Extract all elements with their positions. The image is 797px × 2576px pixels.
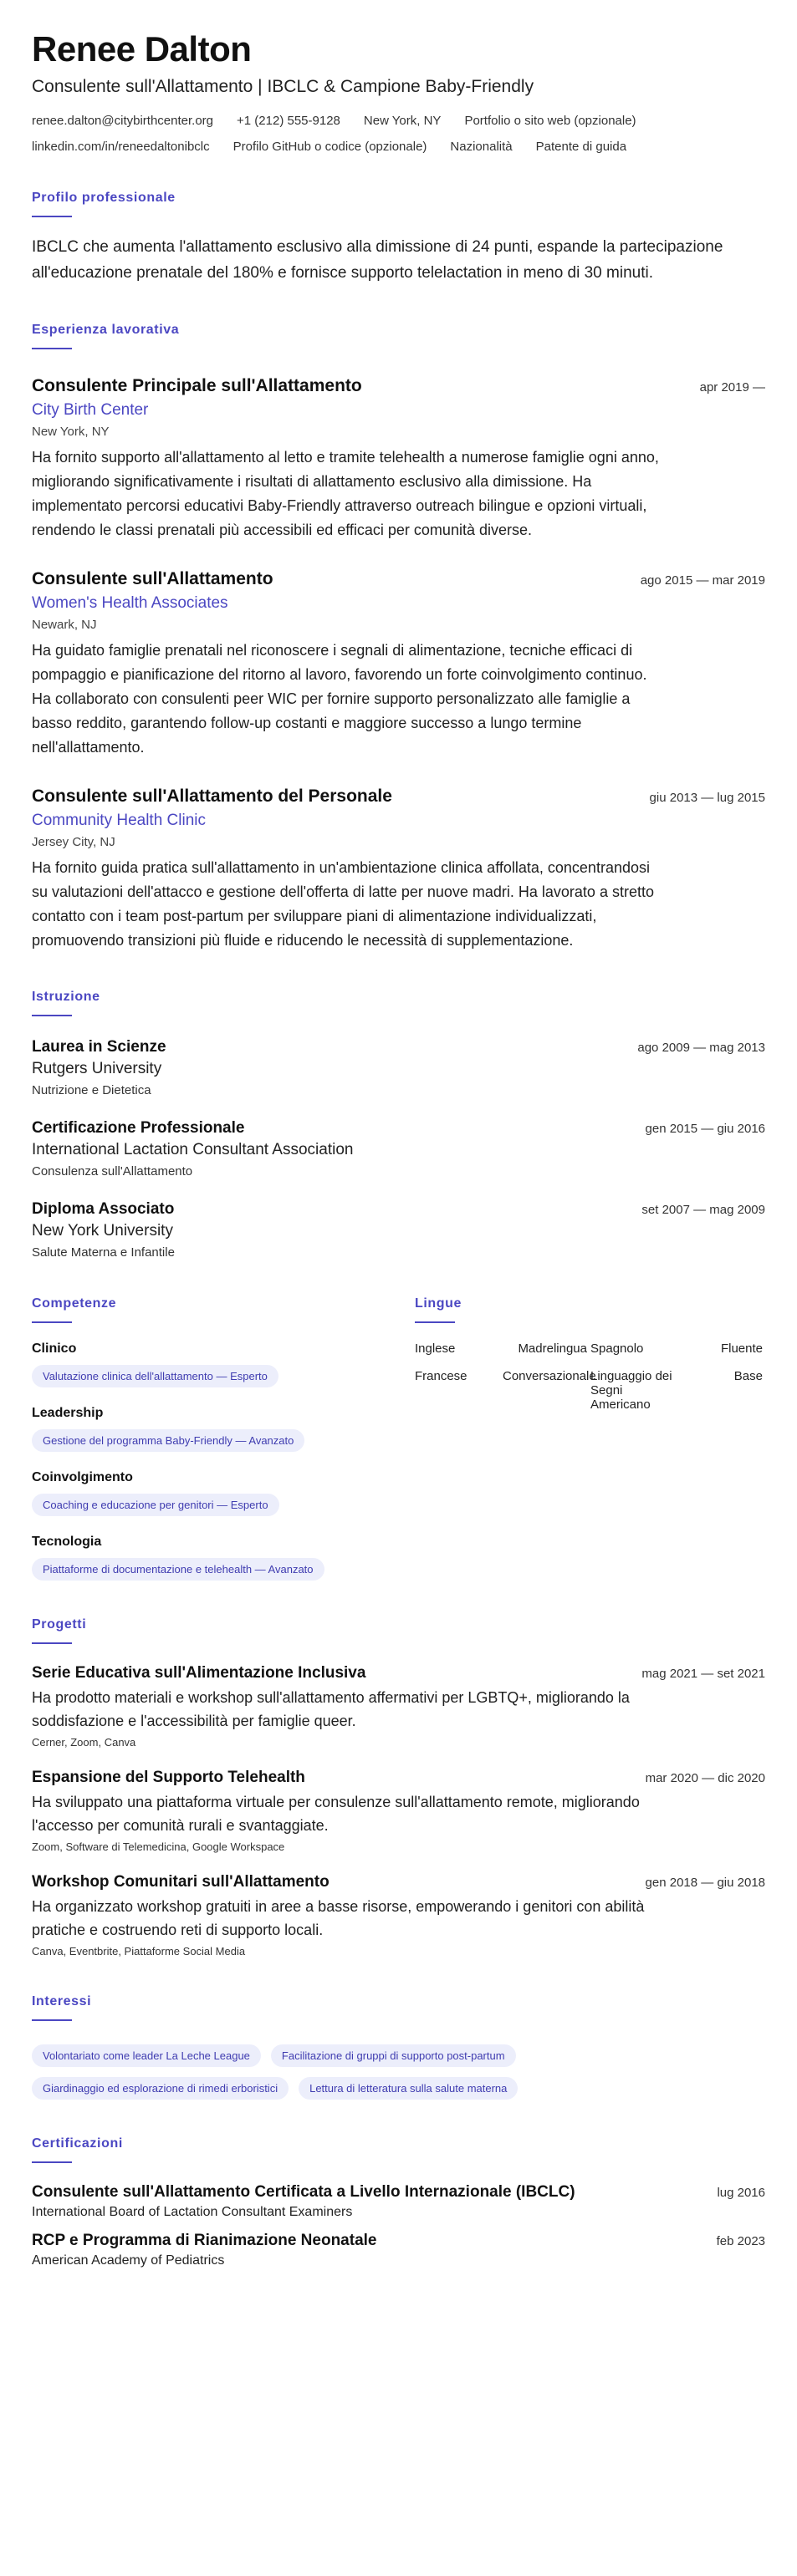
certification-date: lug 2016 [717, 2186, 765, 2201]
section-divider [32, 1642, 72, 1644]
job-dates: giu 2013 — lug 2015 [649, 791, 765, 806]
project-title: Workshop Comunitari sull'Allattamento [32, 1873, 330, 1891]
section-title: Esperienza lavorativa [32, 323, 180, 338]
skill-group-name: Leadership [32, 1406, 104, 1421]
languages-section [415, 1296, 765, 1581]
contact-nationality: Nazionalità [450, 140, 513, 155]
job-location: Newark, NJ [32, 618, 97, 633]
section-divider [32, 1321, 72, 1323]
certification-entry [32, 2183, 765, 2220]
job-description: Ha guidato famiglie prenatali nel riconoscere i segnali di alimentazione, tecniche efficaci di pompaggio e pianificazione del ritorno al lavoro, favorendo un forte coinvolgimento continuo. Ha collaborato con consulenti peer WIC per fornire supporto personalizzato alle famiglie a basso reddito, garantendo follow-up costanti e maggiore successo a lungo termine nell'allattamento. [32, 642, 647, 756]
contact-email[interactable]: renee.dalton@citybirthcenter.org [32, 114, 214, 129]
certification-title: Consulente sull'Allattamento Certificata a Livello Internazionale (IBCLC) [32, 2183, 575, 2202]
education-entry [32, 1119, 765, 1179]
education-field: Salute Materna e Infantile [32, 1245, 175, 1260]
interest-tag: Volontariato come leader La Leche League [32, 2044, 261, 2067]
project-description: Ha prodotto materiali e workshop sull'allattamento affermativi per LGBTQ+, migliorando la soddisfazione e l'accessibilità per famiglie queer. [32, 1689, 630, 1730]
skill-group-name: Coinvolgimento [32, 1470, 133, 1485]
contact-location: New York, NY [363, 114, 442, 129]
section-divider [32, 2019, 72, 2021]
skill-group [32, 1406, 415, 1452]
languages-list [415, 1341, 765, 1412]
contact-list [32, 114, 765, 154]
job-title: Consulente sull'Allattamento [32, 569, 273, 589]
contact-linkedin[interactable]: linkedin.com/in/reneedaltonibclc [32, 140, 210, 155]
interests-section [32, 1994, 765, 2100]
education-entry [32, 1038, 765, 1097]
certification-org: American Academy of Pediatrics [32, 2253, 225, 2268]
education-degree: Laurea in Scienze [32, 1038, 166, 1056]
project-tech: Zoom, Software di Telemedicina, Google Workspace [32, 1840, 285, 1854]
skill-tag: Gestione del programma Baby-Friendly — Avanzato [32, 1429, 304, 1452]
education-entry [32, 1200, 765, 1260]
project-dates: mag 2021 — set 2021 [641, 1667, 765, 1682]
education-dates: set 2007 — mag 2009 [641, 1203, 765, 1218]
interest-tag: Lettura di letteratura sulla salute materna [299, 2077, 518, 2100]
education-institution: New York University [32, 1222, 173, 1240]
skills-section [32, 1296, 415, 1581]
skill-group-name: Tecnologia [32, 1535, 102, 1550]
job-location: New York, NY [32, 425, 110, 440]
education-institution: Rutgers University [32, 1060, 162, 1078]
language-level: Fluente [720, 1341, 763, 1357]
section-title: Progetti [32, 1617, 87, 1632]
job-dates: apr 2019 — [699, 380, 765, 395]
project-title: Espansione del Supporto Telehealth [32, 1769, 305, 1787]
candidate-headline: Consulente sull'Allattamento | IBCLC & Campione Baby-Friendly [32, 77, 534, 97]
contact-phone[interactable]: +1 (212) 555-9128 [237, 114, 340, 129]
profile-summary: IBCLC che aumenta l'allattamento esclusivo alla dimissione di 24 punti, espande la partecipazione all'educazione prenatale del 180% e fornisce supporto telelactation in meno di 30 minuti. [32, 238, 723, 283]
education-degree: Diploma Associato [32, 1200, 175, 1219]
certifications-section [32, 2136, 765, 2268]
skill-group-name: Clinico [32, 1341, 77, 1357]
section-divider [415, 1321, 455, 1323]
skill-group [32, 1470, 415, 1516]
experience-section [32, 323, 765, 953]
language-level: Conversazionale [503, 1369, 596, 1384]
section-title: Profilo professionale [32, 191, 176, 206]
candidate-name: Renee Dalton [32, 29, 252, 69]
section-divider [32, 1015, 72, 1016]
education-section [32, 990, 765, 1260]
project-title: Serie Educativa sull'Alimentazione Inclusiva [32, 1664, 366, 1683]
project-description: Ha organizzato workshop gratuiti in aree a basse risorse, empowerando i genitori con abilità pratiche e costruendo reti di supporto locali. [32, 1898, 645, 1939]
project-tech: Cerner, Zoom, Canva [32, 1736, 136, 1749]
language-level: Base [733, 1369, 763, 1384]
job-description: Ha fornito guida pratica sull'allattamento in un'ambientazione clinica affollata, concentrandosi su valutazioni dell'attacco e gestione dell'offerta di latte per nuove madri. Ha lavorato a stretto contatto con i team post-partum per sviluppare piani di alimentazione individualizzati, promuovendo transizioni più fluide e riducendo le necessità di supplementazione. [32, 859, 654, 949]
contact-github[interactable]: Profilo GitHub o codice (opzionale) [232, 140, 427, 155]
project-description: Ha sviluppato una piattaforma virtuale per consulenze sull'allattamento remote, migliorando l'accesso per comunità rurali e svantaggiate. [32, 1794, 640, 1835]
interest-tag: Facilitazione di gruppi di supporto post-partum [271, 2044, 516, 2067]
skill-tag: Valutazione clinica dell'allattamento — Esperto [32, 1365, 278, 1387]
projects-section [32, 1617, 765, 1957]
contact-driving-license: Patente di guida [535, 140, 627, 155]
interests-list [32, 2036, 634, 2100]
section-title: Certificazioni [32, 2136, 123, 2151]
certification-org: International Board of Lactation Consultant Examiners [32, 2205, 353, 2220]
education-dates: gen 2015 — giu 2016 [645, 1122, 765, 1137]
job-entry [32, 787, 765, 953]
project-entry [32, 1873, 765, 1957]
education-institution: International Lactation Consultant Association [32, 1141, 354, 1159]
education-degree: Certificazione Professionale [32, 1119, 245, 1138]
skill-tag: Piattaforme di documentazione e telehealth — Avanzato [32, 1558, 324, 1581]
skill-group [32, 1341, 415, 1387]
job-entry [32, 376, 765, 542]
section-divider [32, 2161, 72, 2163]
interest-tag: Giardinaggio ed esplorazione di rimedi erboristici [32, 2077, 289, 2100]
language-name: Inglese [415, 1341, 456, 1357]
education-field: Consulenza sull'Allattamento [32, 1164, 193, 1179]
certification-entry [32, 2232, 765, 2268]
certification-title: RCP e Programma di Rianimazione Neonatale [32, 2232, 377, 2250]
job-company: City Birth Center [32, 401, 149, 420]
project-entry [32, 1664, 765, 1749]
language-level: Madrelingua [518, 1341, 587, 1357]
education-dates: ago 2009 — mag 2013 [637, 1041, 765, 1056]
language-name: Spagnolo [590, 1341, 644, 1357]
job-company: Women's Health Associates [32, 594, 228, 613]
skill-group [32, 1535, 415, 1581]
section-divider [32, 348, 72, 349]
job-dates: ago 2015 — mar 2019 [640, 573, 765, 588]
contact-portfolio[interactable]: Portfolio o sito web (opzionale) [464, 114, 636, 129]
section-divider [32, 216, 72, 217]
skill-tag: Coaching e educazione per genitori — Esperto [32, 1494, 279, 1516]
language-name: Francese [415, 1369, 467, 1384]
profile-section [32, 191, 765, 286]
project-entry [32, 1769, 765, 1853]
education-field: Nutrizione e Dietetica [32, 1083, 151, 1098]
job-location: Jersey City, NJ [32, 835, 115, 850]
job-description: Ha fornito supporto all'allattamento al letto e tramite telehealth a numerose famiglie ogni anno, migliorando significativamente i risultati di allattamento esclusivo alla dimissione. Ha implementato percorsi educativi Baby-Friendly attraverso outreach bilingue e opzioni virtuali, rendendo le classi prenatali più accessibili ed efficaci per comunità diverse. [32, 449, 659, 539]
project-dates: gen 2018 — giu 2018 [645, 1876, 765, 1891]
job-title: Consulente sull'Allattamento del Personale [32, 787, 392, 807]
section-title: Istruzione [32, 990, 100, 1005]
certification-date: feb 2023 [716, 2234, 765, 2249]
skills-languages-row [32, 1296, 765, 1581]
project-tech: Canva, Eventbrite, Piattaforme Social Media [32, 1945, 246, 1958]
project-dates: mar 2020 — dic 2020 [645, 1771, 765, 1786]
section-title: Competenze [32, 1296, 117, 1311]
job-entry [32, 569, 765, 760]
job-company: Community Health Clinic [32, 812, 207, 830]
resume-header [32, 30, 765, 154]
language-name: Linguaggio dei Segni Americano [590, 1369, 672, 1413]
section-title: Lingue [415, 1296, 462, 1311]
job-title: Consulente Principale sull'Allattamento [32, 376, 362, 396]
section-title: Interessi [32, 1994, 92, 2009]
